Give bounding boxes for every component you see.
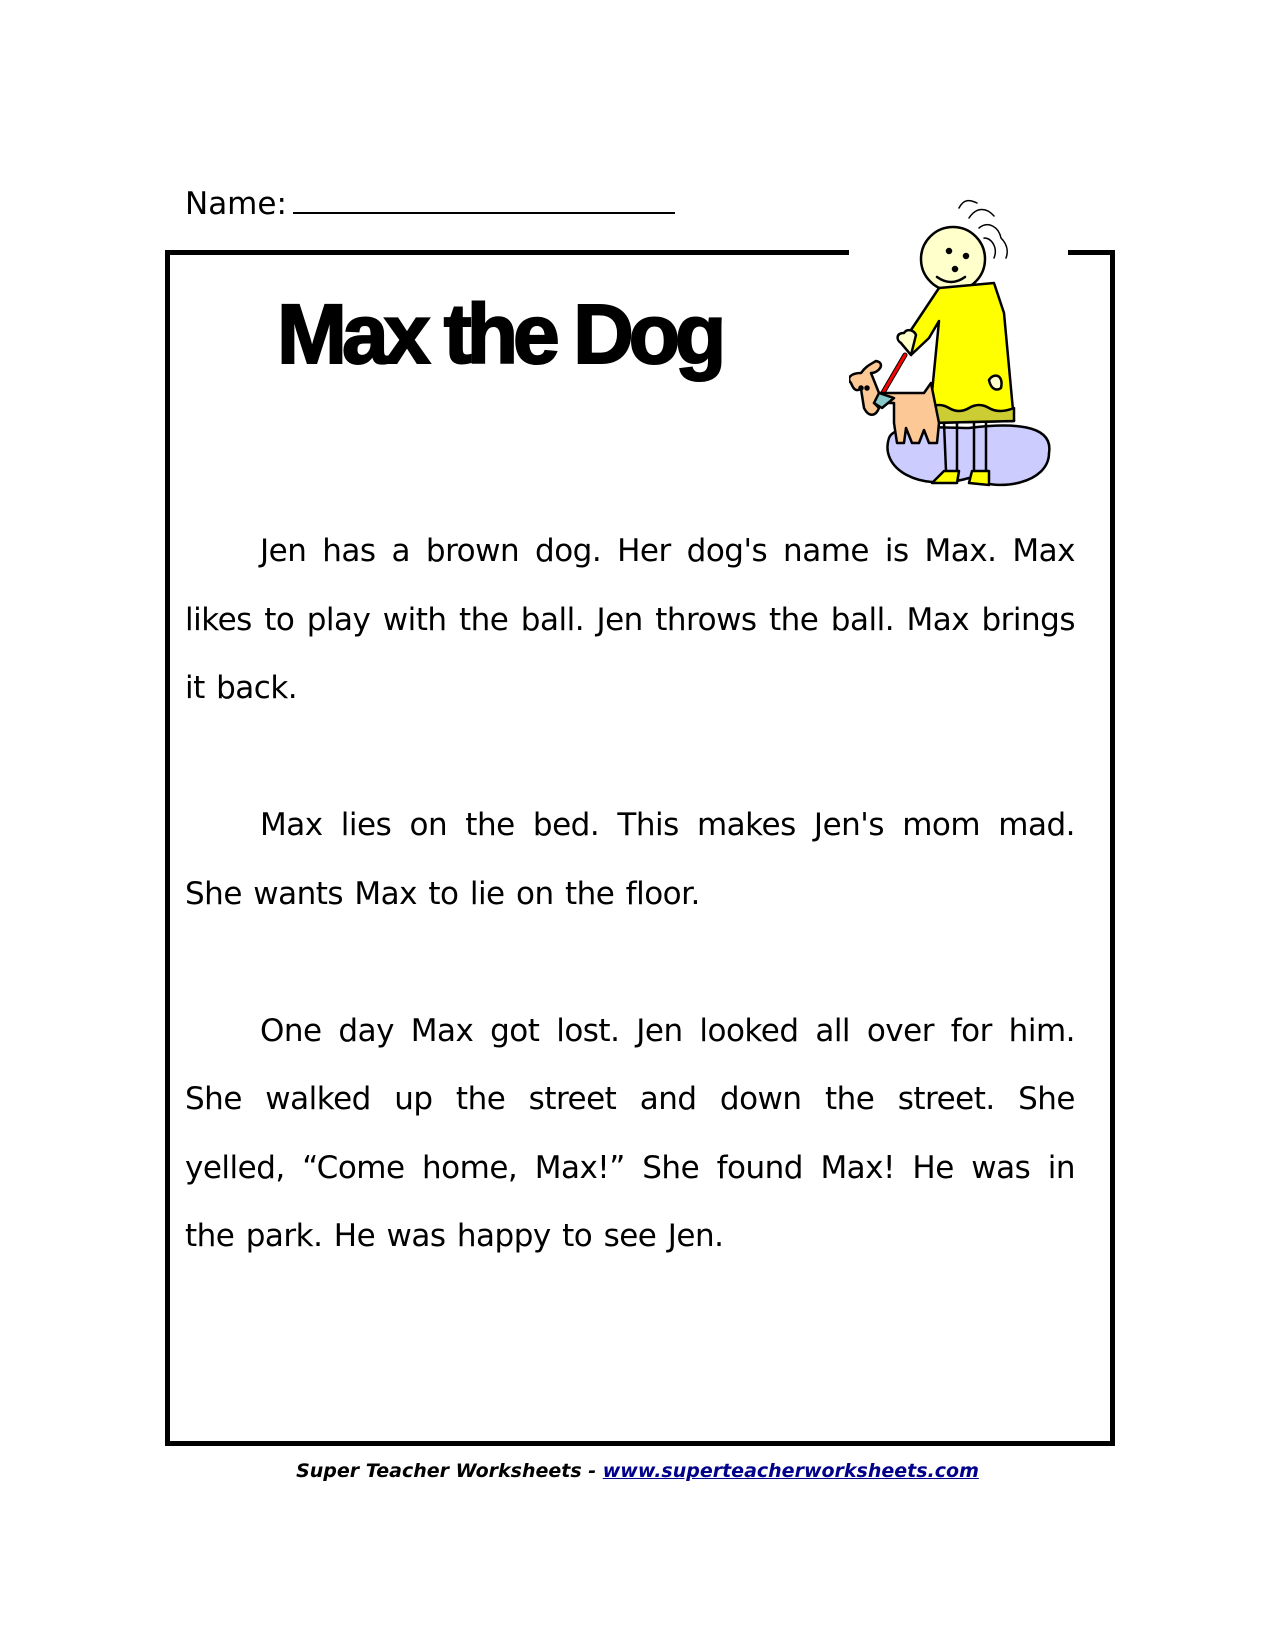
- name-field: [185, 186, 675, 222]
- name-blank-line: [293, 188, 675, 214]
- footer-link[interactable]: www.superteacherworksheets.com: [602, 1460, 979, 1482]
- footer: [0, 1460, 1275, 1482]
- page-title: Max the Dog: [277, 287, 722, 381]
- story-paragraph: Max lies on the bed. This makes Jen's mom mad. She wants Max to lie on the floor.: [185, 807, 1075, 912]
- footer-brand: Super Teacher Worksheets -: [296, 1460, 603, 1482]
- story-paragraph: One day Max got lost. Jen looked all over for him. She walked up the street and down the street. She yelled, “Come home, Max!” She found Max! He was in the park. He was happy to see Jen.: [185, 1012, 1075, 1254]
- girl-walking-dog-clipart-icon: [849, 193, 1068, 490]
- name-label: Name:: [185, 186, 287, 222]
- story-text: [185, 517, 1075, 1339]
- story-paragraph: Jen has a brown dog. Her dog's name is Max. Max likes to play with the ball. Jen throws the ball. Max brings it back.: [185, 533, 1075, 706]
